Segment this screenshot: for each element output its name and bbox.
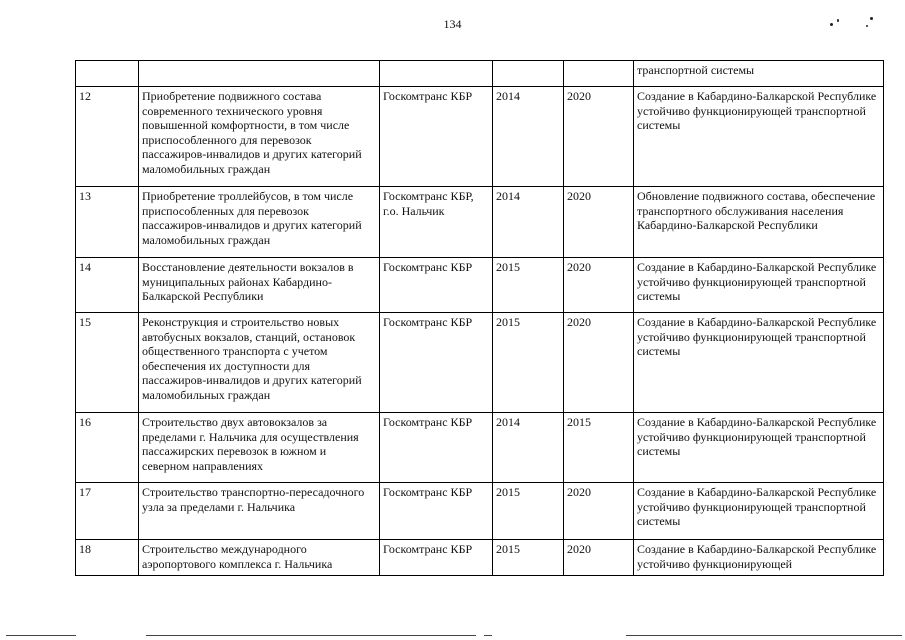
cell-start: 2015 bbox=[493, 313, 564, 413]
cell-num: 13 bbox=[76, 187, 139, 258]
cell-end: 2020 bbox=[564, 313, 634, 413]
cell-num: 14 bbox=[76, 258, 139, 313]
cell-executor bbox=[380, 61, 493, 87]
cell-executor: Госкомтранс КБР, г.о. Нальчик bbox=[380, 187, 493, 258]
cell-result: Создание в Кабардино-Балкарской Республике устойчиво функционирующей транспортной системы bbox=[634, 313, 884, 413]
cell-num bbox=[76, 61, 139, 87]
cell-name: Строительство транспортно-пересадочного узла за пределами г. Нальчика bbox=[139, 483, 380, 540]
table-row bbox=[76, 483, 884, 540]
cell-end: 2020 bbox=[564, 187, 634, 258]
scan-edge-line bbox=[146, 635, 476, 636]
table-row bbox=[76, 413, 884, 483]
cell-name: Восстановление деятельности вокзалов в муниципальных районах Кабардино-Балкарской Республики bbox=[139, 258, 380, 313]
cell-start: 2014 bbox=[493, 187, 564, 258]
cell-end: 2020 bbox=[564, 540, 634, 576]
cell-num: 17 bbox=[76, 483, 139, 540]
cell-result: транспортной системы bbox=[634, 61, 884, 87]
cell-start: 2015 bbox=[493, 483, 564, 540]
cell-executor: Госкомтранс КБР bbox=[380, 258, 493, 313]
cell-executor: Госкомтранс КБР bbox=[380, 313, 493, 413]
cell-name bbox=[139, 61, 380, 87]
cell-start: 2015 bbox=[493, 540, 564, 576]
cell-result: Создание в Кабардино-Балкарской Республике устойчиво функционирующей транспортной системы bbox=[634, 258, 884, 313]
table-row bbox=[76, 87, 884, 187]
cell-executor: Госкомтранс КБР bbox=[380, 87, 493, 187]
cell-start: 2015 bbox=[493, 258, 564, 313]
table-row bbox=[76, 540, 884, 576]
cell-name: Приобретение подвижного состава современного технического уровня повышенной комфортности, в том числе приспособленного для перевозок пассажиров-инвалидов и других категорий маломобильных граждан bbox=[139, 87, 380, 187]
cell-result: Обновление подвижного состава, обеспечение транспортного обслуживания населения Кабардино-Балкарской Республики bbox=[634, 187, 884, 258]
cell-executor: Госкомтранс КБР bbox=[380, 483, 493, 540]
scan-specks bbox=[826, 14, 886, 34]
cell-executor: Госкомтранс КБР bbox=[380, 540, 493, 576]
cell-num: 16 bbox=[76, 413, 139, 483]
scan-edge-line bbox=[484, 635, 492, 636]
cell-end: 2015 bbox=[564, 413, 634, 483]
cell-name: Строительство международного аэропортового комплекса г. Нальчика bbox=[139, 540, 380, 576]
scan-edge-line bbox=[626, 635, 902, 636]
cell-end: 2020 bbox=[564, 483, 634, 540]
cell-num: 12 bbox=[76, 87, 139, 187]
cell-end: 2020 bbox=[564, 87, 634, 187]
cell-name: Строительство двух автовокзалов за пределами г. Нальчика для осуществления пассажирских перевозок в южном и северном направлениях bbox=[139, 413, 380, 483]
cell-num: 15 bbox=[76, 313, 139, 413]
scan-edge-line bbox=[6, 635, 76, 636]
cell-start: 2014 bbox=[493, 87, 564, 187]
cell-executor: Госкомтранс КБР bbox=[380, 413, 493, 483]
cell-end: 2020 bbox=[564, 258, 634, 313]
table-row bbox=[76, 258, 884, 313]
page-number: 134 bbox=[443, 17, 462, 31]
cell-result: Создание в Кабардино-Балкарской Республике устойчиво функционирующей bbox=[634, 540, 884, 576]
cell-name: Реконструкция и строительство новых автобусных вокзалов, станций, остановок общественного транспорта с учетом обеспечения их доступности для пассажиров-инвалидов и других категорий маломобильных граждан bbox=[139, 313, 380, 413]
measures-table bbox=[75, 60, 884, 576]
cell-name: Приобретение троллейбусов, в том числе приспособленных для перевозок пассажиров-инвалидов и других категорий маломобильных граждан bbox=[139, 187, 380, 258]
cell-num: 18 bbox=[76, 540, 139, 576]
table-row bbox=[76, 61, 884, 87]
cell-end bbox=[564, 61, 634, 87]
table-row bbox=[76, 313, 884, 413]
table-row bbox=[76, 187, 884, 258]
cell-result: Создание в Кабардино-Балкарской Республике устойчиво функционирующей транспортной системы bbox=[634, 413, 884, 483]
cell-start: 2014 bbox=[493, 413, 564, 483]
cell-result: Создание в Кабардино-Балкарской Республике устойчиво функционирующей транспортной системы bbox=[634, 87, 884, 187]
cell-result: Создание в Кабардино-Балкарской Республике устойчиво функционирующей транспортной системы bbox=[634, 483, 884, 540]
cell-start bbox=[493, 61, 564, 87]
